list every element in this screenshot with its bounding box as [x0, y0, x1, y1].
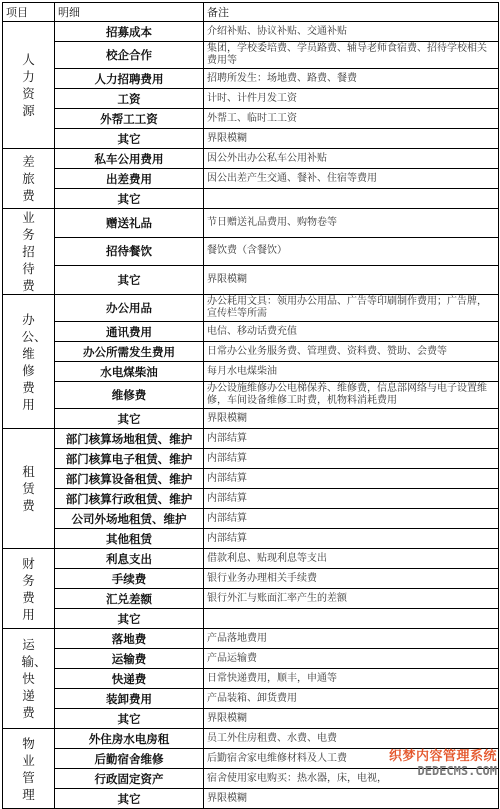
detail-cell: 人力招聘费用	[55, 69, 204, 89]
category-label: 租赁费	[22, 464, 35, 513]
remark-cell: 界限模糊	[204, 266, 499, 295]
watermark-site: DEDECMS.COM	[417, 764, 497, 778]
remark-cell	[204, 609, 499, 629]
table-row	[3, 382, 499, 409]
remark-cell: 因公外出办公私车公用补贴	[204, 149, 499, 169]
detail-cell: 出差费用	[55, 169, 204, 189]
category-cell	[3, 149, 55, 209]
detail-cell: 装卸费用	[55, 689, 204, 709]
remark-cell: 招聘所发生：场地费、路费、餐费	[204, 69, 499, 89]
category-label: 办公、维修费用	[21, 311, 47, 412]
table-row	[3, 429, 499, 449]
detail-cell: 工资	[55, 89, 204, 109]
table-row	[3, 589, 499, 609]
detail-cell: 后勤宿舍维修	[55, 749, 204, 769]
detail-cell: 赠送礼品	[55, 209, 204, 238]
detail-cell: 部门核算电子租赁、维护	[55, 449, 204, 469]
header-detail: 明细	[55, 3, 204, 22]
category-label: 财务费用	[22, 555, 35, 622]
detail-cell: 办公用品	[55, 295, 204, 322]
category-cell	[3, 549, 55, 629]
table-row	[3, 342, 499, 362]
detail-cell: 通讯费用	[55, 322, 204, 342]
remark-cell: 内部结算	[204, 469, 499, 489]
detail-cell: 落地费	[55, 629, 204, 649]
detail-cell: 其它	[55, 709, 204, 729]
remark-cell: 界限模糊	[204, 709, 499, 729]
detail-cell: 其它	[55, 409, 204, 429]
remark-cell: 宿舍使用家电购买：热水器，床，电视，	[204, 769, 499, 789]
remark-cell: 计时、计件月发工资	[204, 89, 499, 109]
table-row	[3, 709, 499, 729]
detail-cell: 其它	[55, 189, 204, 209]
detail-cell: 外住房水电房租	[55, 729, 204, 749]
remark-cell: 银行业务办理相关手续费	[204, 569, 499, 589]
remark-cell: 借款利息、贴现利息等支出	[204, 549, 499, 569]
table-row	[3, 266, 499, 295]
remark-cell: 界限模糊	[204, 129, 499, 149]
expense-table	[2, 2, 499, 809]
detail-cell: 办公所需发生费用	[55, 342, 204, 362]
detail-cell: 其它	[55, 609, 204, 629]
detail-cell: 运输费	[55, 649, 204, 669]
detail-cell: 部门核算行政租赁、维护	[55, 489, 204, 509]
remark-cell: 产品运输费	[204, 649, 499, 669]
table-row	[3, 42, 499, 69]
detail-cell: 校企合作	[55, 42, 204, 69]
category-label: 物业管理	[22, 735, 35, 802]
table-row	[3, 129, 499, 149]
category-cell	[3, 209, 55, 295]
header-row	[3, 3, 499, 22]
detail-cell: 招待餐饮	[55, 237, 204, 266]
detail-cell: 汇兑差额	[55, 589, 204, 609]
remark-cell: 内部结算	[204, 429, 499, 449]
remark-cell: 银行外汇与账面汇率产生的差额	[204, 589, 499, 609]
remark-cell: 后勤宿舍家电维修材料及人工费	[204, 749, 499, 769]
detail-cell: 外帮工工资	[55, 109, 204, 129]
watermark	[389, 745, 497, 778]
category-cell	[3, 295, 55, 429]
category-label: 人力资源	[22, 52, 35, 118]
watermark-title: 织梦内容管理系统	[388, 749, 497, 764]
table-row	[3, 789, 499, 809]
table-row	[3, 689, 499, 709]
table-row	[3, 569, 499, 589]
remark-cell: 产品落地费用	[204, 629, 499, 649]
table-row	[3, 529, 499, 549]
table-row	[3, 149, 499, 169]
table-row	[3, 549, 499, 569]
remark-cell: 办公耗用文具：领用办公用品、广告等印刷制作费用；广告牌，宣传栏等所需	[204, 295, 499, 322]
detail-cell: 私车公用费用	[55, 149, 204, 169]
remark-cell: 内部结算	[204, 509, 499, 529]
detail-cell: 快递费	[55, 669, 204, 689]
remark-cell: 电信、移动话费充值	[204, 322, 499, 342]
table-row	[3, 322, 499, 342]
detail-cell: 其它	[55, 266, 204, 295]
detail-cell: 其它	[55, 789, 204, 809]
remark-cell: 产品装箱、卸货费用	[204, 689, 499, 709]
remark-cell: 界限模糊	[204, 409, 499, 429]
header-remark: 备注	[204, 3, 499, 22]
table-row	[3, 649, 499, 669]
category-label: 差旅费	[22, 154, 35, 203]
remark-cell: 集团，学校委培费、学员路费、辅导老师食宿费、招待学校相关费用等	[204, 42, 499, 69]
category-cell	[3, 629, 55, 729]
table-row	[3, 362, 499, 382]
remark-cell: 介绍补贴、协议补贴、交通补贴	[204, 22, 499, 42]
header-project: 项目	[3, 3, 55, 22]
table-row	[3, 669, 499, 689]
detail-cell: 公司外场地租赁、维护	[55, 509, 204, 529]
remark-cell: 员工外住房租费、水费、电费	[204, 729, 499, 749]
table-row	[3, 469, 499, 489]
remark-cell: 餐饮费（含餐饮）	[204, 237, 499, 266]
table-row	[3, 109, 499, 129]
remark-cell: 内部结算	[204, 489, 499, 509]
table-row	[3, 22, 499, 42]
table-row	[3, 489, 499, 509]
table-row	[3, 295, 499, 322]
category-cell	[3, 729, 55, 809]
remark-cell: 每月水电煤柴油	[204, 362, 499, 382]
detail-cell: 部门核算设备租赁、维护	[55, 469, 204, 489]
category-cell	[3, 22, 55, 149]
table-body	[3, 22, 499, 809]
table-row	[3, 189, 499, 209]
remark-cell: 外帮工、临时工工资	[204, 109, 499, 129]
category-cell	[3, 429, 55, 549]
remark-cell: 内部结算	[204, 529, 499, 549]
table-row	[3, 69, 499, 89]
remark-cell: 日常快递费用，顺丰，申通等	[204, 669, 499, 689]
remark-cell: 界限模糊	[204, 789, 499, 809]
remark-cell: 内部结算	[204, 449, 499, 469]
remark-cell: 节日赠送礼品费用、购物卷等	[204, 209, 499, 238]
remark-cell: 因公出差产生交通、餐补、住宿等费用	[204, 169, 499, 189]
table-row	[3, 609, 499, 629]
detail-cell: 维修费	[55, 382, 204, 409]
detail-cell: 行政固定资产	[55, 769, 204, 789]
remark-cell: 日常办公业务服务费、管理费、资料费、赞助、会费等	[204, 342, 499, 362]
detail-cell: 部门核算场地租赁、维护	[55, 429, 204, 449]
category-label: 业务招待费	[22, 210, 35, 293]
detail-cell: 水电煤柴油	[55, 362, 204, 382]
table-row	[3, 409, 499, 429]
category-label: 运输、快递费	[21, 637, 47, 720]
detail-cell: 利息支出	[55, 549, 204, 569]
detail-cell: 其它	[55, 129, 204, 149]
table-row	[3, 509, 499, 529]
table-row	[3, 209, 499, 238]
detail-cell: 手续费	[55, 569, 204, 589]
table-row	[3, 449, 499, 469]
table-row	[3, 89, 499, 109]
remark-cell	[204, 189, 499, 209]
table-row	[3, 237, 499, 266]
detail-cell: 其他租赁	[55, 529, 204, 549]
table-row	[3, 169, 499, 189]
detail-cell: 招募成本	[55, 22, 204, 42]
remark-cell: 办公设施维修办公电梯保养、维修费，信息部网络与电子设置维修，车间设备维修工时费，机物料消耗费用	[204, 382, 499, 409]
table-row	[3, 629, 499, 649]
